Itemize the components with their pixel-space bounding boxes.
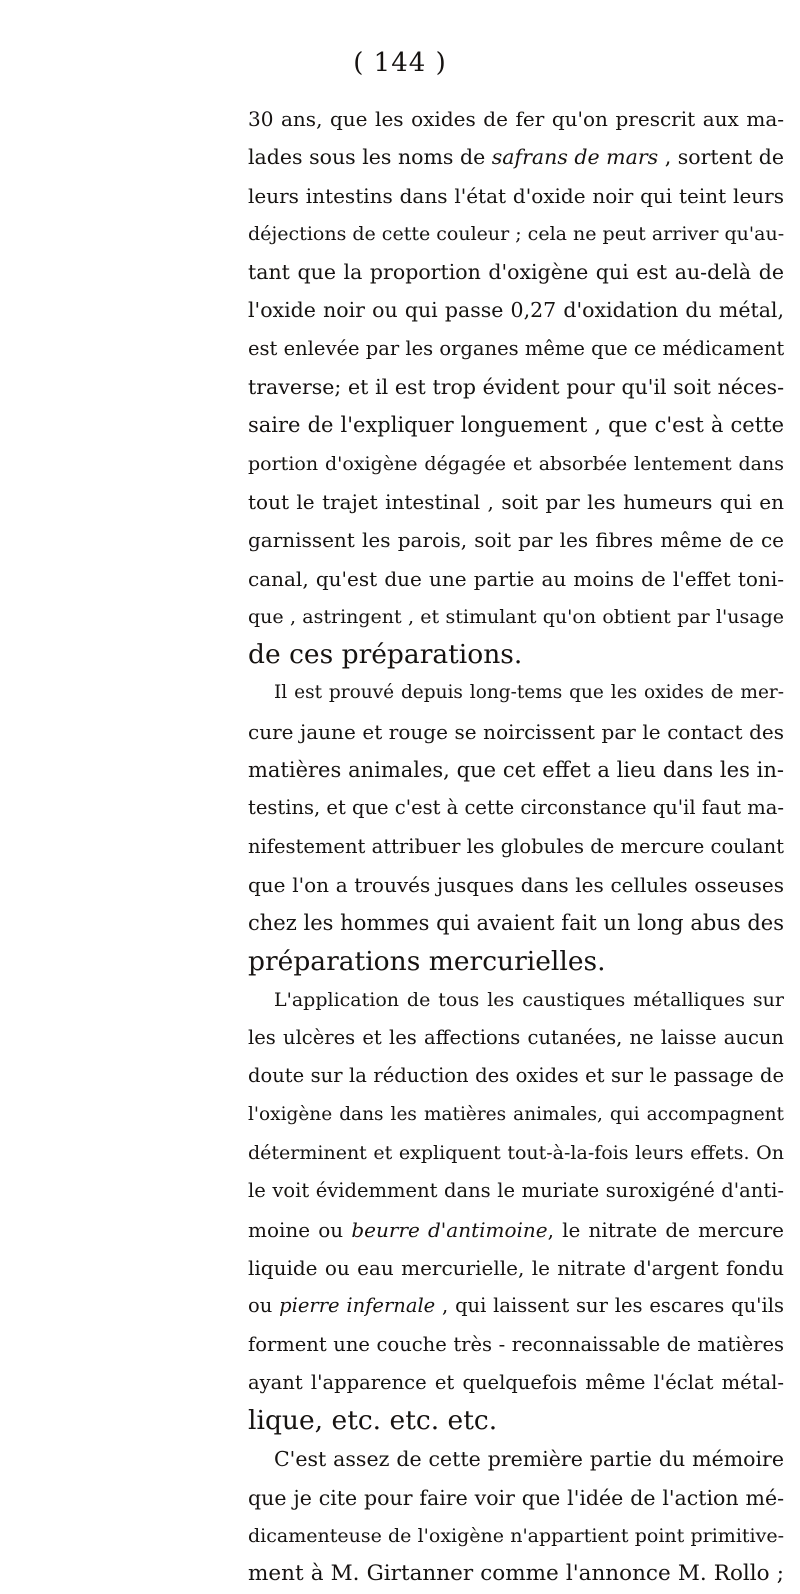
text-line: lique, etc. etc. etc. [248,1405,498,1437]
text-line: que , astringent , et stimulant qu'on obtient par l'usage [248,605,784,628]
text-line: préparations mercurielles. [248,945,606,977]
text-line: leurs intestins dans l'état d'oxide noir qui teint leurs [248,183,784,208]
text-line: l'oxigène dans les matières animales, qui accompagnent [248,1103,784,1125]
text-line: ment à M. Girtanner comme l'annonce M. Rollo ; [248,1561,784,1587]
italic-term: safrans de mars [491,145,659,170]
text-line: dicamenteuse de l'oxigène n'appartient point primitive- [248,1524,784,1547]
text-line: traverse; et il est trop évident pour qu'il soit néces- [248,375,784,400]
text-line: garnissent les parois, soit par les fibres même de ce [248,528,784,553]
text-line: que je cite pour faire voir que l'idée de l'action mé- [248,1485,784,1510]
text-line: ayant l'apparence et quelquefois même l'éclat métal- [248,1370,784,1394]
text-line: C'est assez de cette première partie du mémoire [274,1447,784,1472]
italic-term: pierre infernale [279,1294,436,1318]
text-line: nifestement attribuer les globules de mercure coulant [248,834,784,858]
italic-term: beurre d'antimoine [351,1217,548,1242]
text-line: le voit évidemment dans le muriate suroxigéné d'anti- [248,1179,784,1203]
text-line: déjections de cette couleur ; cela ne peut arriver qu'au- [248,222,785,245]
text-line: saire de l'expliquer longuement , que c'est à cette [248,413,784,438]
text-line: tout le trajet intestinal , soit par les humeurs qui en [248,489,784,514]
text-line: matières animales, que cet effet a lieu dans les in- [248,758,784,783]
text-line: les ulcères et les affections cutanées, ne laisse aucun [248,1026,784,1050]
text-line: testins, et que c'est à cette circonstance qu'il faut ma- [248,796,784,820]
text-segment: ou [248,1294,280,1318]
text-line: doute sur la réduction des oxides et sur le passage de [248,1064,784,1088]
text-line: chez les hommes qui avaient fait un long abus des [248,911,784,936]
text-line: liquide ou eau mercurielle, le nitrate d'argent fondu [248,1255,784,1280]
text-segment: moine ou [248,1217,352,1242]
text-line [248,138,784,176]
body-text [248,100,784,1594]
text-line [248,1211,784,1249]
text-line: cure jaune et rouge se noircissent par le contact des [248,719,784,744]
text-line: canal, qu'est due une partie au moins de l'effet toni- [248,566,784,591]
text-line: portion d'oxigène dégagée et absorbée lentement dans [248,452,784,475]
text-line: 30 ans, que les oxides de fer qu'on prescrit aux ma- [248,107,784,131]
text-line [248,1287,784,1325]
text-segment: , le nitrate de mercure [547,1217,785,1242]
page-number: ( 144 ) [353,48,447,78]
text-segment: lades sous les noms de [248,145,492,170]
text-line: L'application de tous les caustiques métalliques sur [274,988,784,1011]
text-segment: , sortent de [658,145,784,170]
text-line: est enlevée par les organes même que ce médicament [248,336,785,360]
text-line: l'oxide noir ou qui passe 0,27 d'oxidation du métal, [248,298,784,323]
text-line: de ces préparations. [248,639,523,671]
text-line: déterminent et expliquent tout-à-la-fois leurs effets. On [248,1142,784,1165]
text-line: Il est prouvé depuis long-tems que les oxides de mer- [274,682,784,704]
text-line: forment une couche très - reconnaissable de matières [248,1332,784,1356]
text-segment: , qui laissent sur les escares qu'ils [435,1294,785,1318]
text-line: tant que la proportion d'oxigène qui est au-delà de [248,260,784,285]
text-line: que l'on a trouvés jusques dans les cellules osseuses [248,872,784,897]
